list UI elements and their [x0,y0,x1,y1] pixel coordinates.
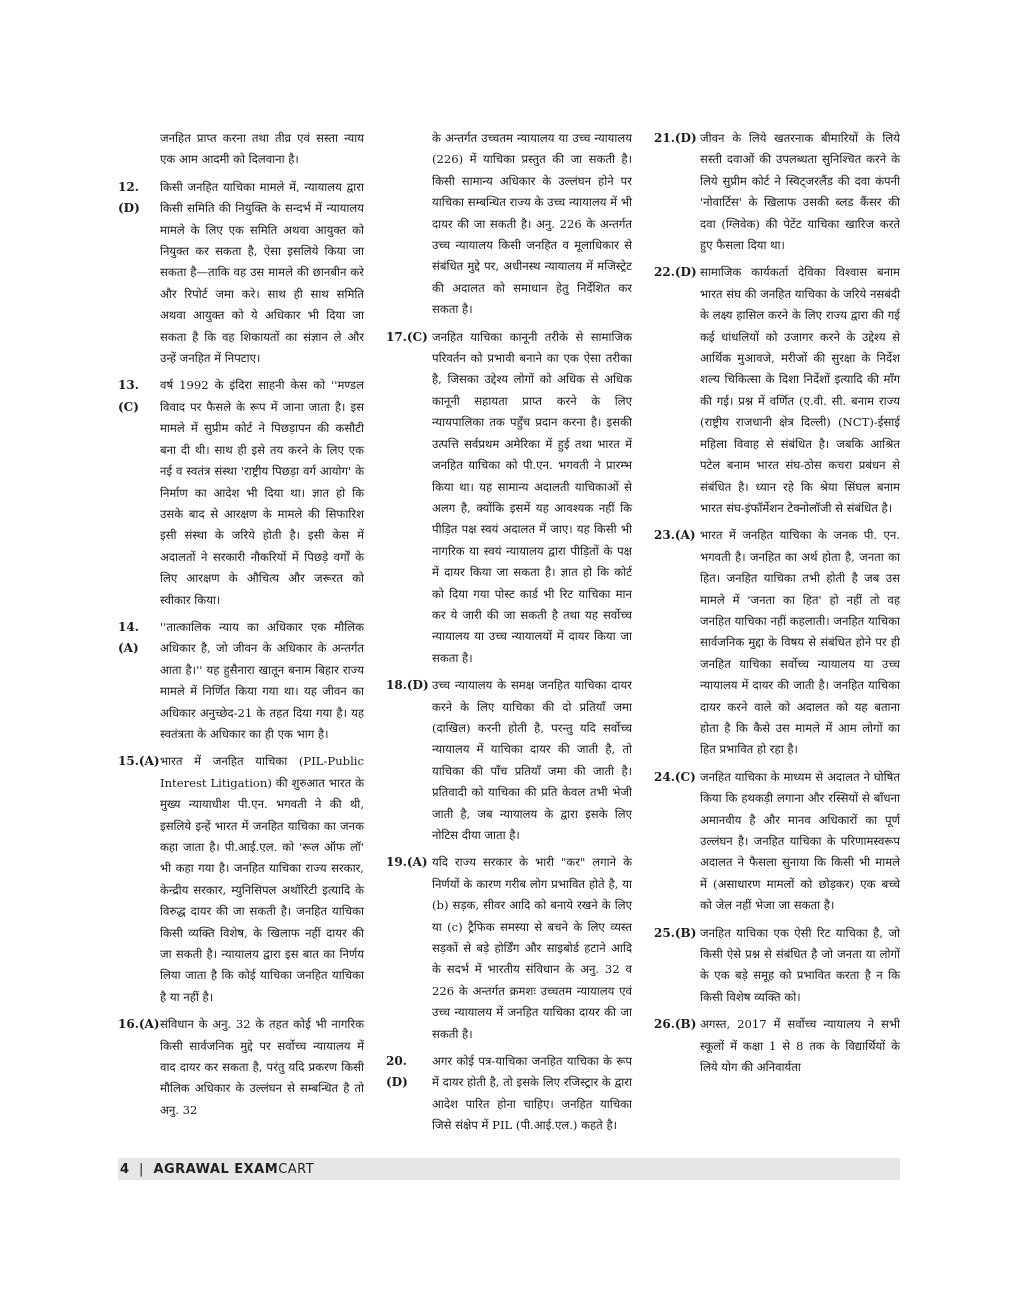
answer-text: जनहित याचिका कानूनी तरीके से सामाजिक परिवर्तन को प्रभावी बनाने का एक ऐसा तरीका है, जिसका उद्देश्य लोगों को अधिक से अधिक कानूनी सहायता प्राप्त करने के लिए न्यायपालिका तक पहुँच प्रदान करना है। इसकी उत्पत्ति सर्वप्रथम अमेरिका में हुई तथा भारत में जनहित याचिका को पी.एन. भगवती ने प्रारम्भ किया था। यह सामान्य अदालती याचिकाओं से अलग है, क्योंकि इसमें यह आवश्यक नहीं कि पीड़ित पक्ष स्वयं अदालत में जाए। यह किसी भी नागरिक या स्वयं न्यायालय द्वारा पीड़ितों के पक्ष में दायर किया जा सकता है। ज्ञात हो कि कोर्ट को दिया गया पोस्ट कार्ड भी रिट याचिका मान कर ये जारी की जा सकती है तथा यह सर्वोच्च न्यायालय या उच्च न्यायालयों में दायर किया जा सकता है। [432,329,632,665]
footer-separator: | [139,1161,144,1177]
answer-number: 12.(D) [118,179,140,216]
list-item [386,852,632,1045]
list-item [118,177,364,370]
answer-number: 13. (C) [118,378,139,414]
list-item [654,262,900,519]
answer-number: 21.(D) [654,131,697,145]
answer-columns [118,128,900,1143]
column-3 [654,128,900,1143]
answer-number: 17.(C) [386,329,428,344]
answer-text: यदि राज्य सरकार के भारी "कर" लगाने के निर्णयों के कारण गरीब लोग प्रभावित होते है, या (b) सड़क, सीवर आदि को बनाये रखने के लिए या (c) ट्रैफिक समस्या से बचने के लिए व्यस्त सड़कों से बड़े होर्डिंग और साइबोर्ड हटाने आदि के सदर्भ में भारतीय संविधान के अनु. 32 व 226 के अन्तर्गत क्रमशः उच्चतम न्यायालय एवं उच्च न्यायालय में जनहित याचिका दायर की जा सकती है। [432,855,632,1041]
answer-text: जनहित याचिका एक ऐसी रिट याचिका है, जो किसी ऐसे प्रश्न से संबंधित है जो जनता या लोगों के एक बड़े समूह को प्रभावित करता है न कि किसी विशेष व्यक्ति को। [700,925,900,1004]
answer-text: भारत में जनहित याचिका के जनक पी. एन. भगवती है। जनहित का अर्थ होता है, जनता का हित। जनहित याचिका तभी होती है जब उस मामले में 'जनता का हित' हो नहीं तो वह जनहित याचिका नहीं कहलाती। जनहित याचिका सार्वजनिक मुद्दा के विषय से संबंधित होने पर ही जनहित याचिका सर्वोच्च न्यायालय या उच्च न्यायालय में दायर की जाती है। जनहित याचिका दायर करने वाले को अदालत को यह बताना होता है कि कैसे उस मामले में आम लोगों का हित प्रभावित हो रहा है। [700,528,900,757]
answer-number: 16.(A) [118,1017,160,1032]
answer-number: 15.(A) [118,754,160,769]
list-item [118,128,364,171]
answer-number: 25.(B) [654,925,697,940]
answer-number: 18.(D) [386,678,429,693]
answer-number: 26.(B) [654,1017,697,1032]
list-item [118,375,364,610]
answer-text: किसी जनहित याचिका मामले में, न्यायालय द्वारा किसी समिति की नियुक्ति के सन्दर्भ में न्यायालय मामले के लिए एक समिति अथवा आयुक्त को नियुक्त कर सकता है, ऐसा इसलिये किया जा सकता है—ताकि वह उस मामले की छानबीन करे और रिपोर्ट जमा करे। साथ ही साथ समिति अथवा आयुक्त को ये अधिकार भी दिया जा सकता है कि वह शिकायतों का संज्ञान ले और उन्हें जनहित में निपटाए। [160,179,364,366]
answer-number: 20. (D) [386,1054,408,1090]
page-number: 4 [120,1161,130,1177]
list-item [386,675,632,846]
answer-text: संविधान के अनु. 32 के तहत कोई भी नागरिक किसी सार्वजनिक मुद्दे पर सर्वोच्च न्यायालय में वाद दायर कर सकता है, परंतु यदि प्रकरण किसी मौलिक अधिकार के उल्लंघन से सम्बन्धित है तो अनु. 32 [160,1017,364,1117]
list-item [386,327,632,670]
brand-logo-light: CART [278,1161,315,1177]
answer-text: जनहित प्राप्त करना तथा तीव्र एवं सस्ता न्याय एक आम आदमी को दिलवाना है। [160,131,364,167]
answer-number: 14. (A) [118,619,139,656]
list-item [654,1014,900,1078]
answer-text: अगस्त, 2017 में सर्वोच्च न्यायालय ने सभी स्कूलों में कक्षा 1 से 8 तक के विद्यार्थियों के लिये योग की अनिवार्यता [700,1017,900,1075]
answer-text: वर्ष 1992 के इंदिरा साहनी केस को ''मण्डल विवाद पर फैसले के रूप में जाना जाता है। इस मामले में सुप्रीम कोर्ट ने पिछड़ापन की कसौटी बना दी थी। साथ ही इसे तय करने के लिए एक नई व स्वतंत्र संस्था 'राष्ट्रीय पिछड़ा वर्ग आयोग' के निर्माण का आदेश भी दिया था। ज्ञात हो कि उसके बाद से आरक्षण के मामले की सिफारिश इसी संस्था के जरिये होती है। इसी केस में अदालतों ने सरकारी नौकरियों में पिछड़े वर्गों के लिए आरक्षण के औचित्य और जरूरत को स्वीकार किया। [160,378,364,607]
answer-number: 23.(A) [654,528,696,543]
answer-text: के अन्तर्गत उच्चतम न्यायालय या उच्च न्यायालय (226) में याचिका प्रस्तुत की जा सकती है। किसी सामान्य अधिकार के उल्लंघन होने पर याचिका सम्बन्धित राज्य के उच्च न्यायालय में भी दायर की जा सकती है। अनु. 226 के अन्तर्गत उच्च न्यायालय किसी जनहित व मूलाधिकार से संबंधित मुद्दे पर, अधीनस्थ न्यायालय में मजिस्ट्रेट की अदालत को समाधान हेतु निर्देशित कर सकता है। [432,131,632,317]
answer-text: जीवन के लिये खतरनाक बीमारियों के लिये सस्ती दवाओं की उपलब्धता सुनिश्चित करने के लिये सुप्रीम कोर्ट ने स्विट्जरलैंड की दवा कंपनी 'नोवार्टिस' के खिलाफ उसकी ब्लड कैंसर की दवा (ग्लिवेक) की पेटेंट याचिका खारिज करते हुए फैसला दिया था। [700,131,900,253]
list-item [654,128,900,256]
column-1 [118,128,364,1143]
answer-text: सामाजिक कार्यकर्ता देविका विश्वास बनाम भारत संघ की जनहित याचिका के जरिये नसबंदी के लक्ष्य हासिल करने के लिए राज्य द्वारा की गई कई धांधलियों को उजागर करने के उद्देश्य से आर्थिक मुआवजे, मरीजों की सुरक्षा के निर्देश शल्य चिकित्सा के दिशा निर्देशों इत्यादि की माँग की गई। प्रश्न में वर्णित (ए.वी. सी. बनाम राज्य (राष्ट्रीय राजधानी क्षेत्र दिल्ली) (NCT)-ईसाई महिला विवाह से संबंधित है। जबकि आश्रित पटेल बनाम भारत संघ-ठोस कचरा प्रबंधन से संबंधित है। ध्यान रहे कि श्रेया सिंघल बनाम भारत संघ-इंफॉर्मेशन टेक्नोलॉजी से संबंधित है। [700,265,900,515]
list-item [386,1051,632,1137]
answer-text: जनहित याचिका के माध्यम से अदालत ने घोषित किया कि हथकड़ी लगाना और रस्सियों से बाँधना अमानवीय है और मानव अधिकारों का पूर्ण उल्लंघन है। जनहित याचिका के परिणामस्वरूप अदालत ने फैसला सुनाया कि किसी भी मामले में (असाधारण मामलों को छोड़कर) एक बच्चे को जेल नहीं भेजा जा सकता है। [700,769,900,913]
answer-text: अगर कोई पत्र-याचिका जनहित याचिका के रूप में दायर होती है, तो इसके लिए रजिस्ट्रार के द्वारा आदेश पारित होना चाहिए। जनहित याचिका जिसे संक्षेप में PIL (पी.आई.एल.) कहते है। [432,1054,632,1133]
answer-number: 24.(C) [654,769,696,784]
list-item [654,525,900,760]
list-item [654,767,900,917]
brand-logo-bold: AGRAWAL EXAM [153,1161,279,1177]
answer-number: 22.(D) [654,265,697,280]
answer-text: उच्च न्यायालय के समक्ष जनहित याचिका दायर करने के लिए याचिका की दो प्रतियाँ जमा (दाखिल) करनी होती है, परन्तु यदि सर्वोच्च न्यायालय में याचिका दायर की जाती है, तो याचिका की पाँच प्रतियाँ जमा की जाती है। प्रतिवादी को याचिका की प्रति केवल तभी भेजी जाती है, जब न्यायालय के द्वारा इसके लिए नोटिस दीया जाता है। [432,678,632,842]
list-item [118,1014,364,1121]
answer-text: ''तात्कालिक न्याय का अधिकार एक मौलिक अधिकार है, जो जीवन के अधिकार के अन्तर्गत आता है।'' यह हुसैनारा खातून बनाम बिहार राज्य मामले में निर्णित किया गया था। यह जीवन का अधिकार अनुच्छेद-21 के तहत दिया गया है। यह स्वतंत्रता के अधिकार का ही एक भाग है। [160,619,364,741]
list-item [118,617,364,745]
page-footer [118,1158,900,1180]
list-item [386,128,632,321]
answer-text: भारत में जनहित याचिका (PIL-Public Interest Litigation) की शुरुआत भारत के मुख्य न्यायाधीश पी.एन. भगवती ने की थी, इसलिये इन्हें भारत में जनहित याचिका का जनक कहा जाता है। पी.आई.एल. को 'रूल ऑफ लॉ' भी कहा गया है। जनहित याचिका राज्य सरकार, केन्द्रीय सरकार, म्युनिसिपल अथॉरिटी इत्यादि के विरुद्ध दायर की जा सकती है। जनहित याचिका किसी व्यक्ति विशेष, के खिलाफ नहीं दायर की जा सकती है। न्यायालय द्वारा इस बात का निर्णय लिया जाता है कि कोई याचिका जनहित याचिका है या नहीं है। [160,754,364,1004]
page-body [118,128,900,1143]
list-item [118,751,364,1008]
column-2 [386,128,632,1143]
answer-number: 19.(A) [386,855,428,870]
list-item [654,923,900,1009]
